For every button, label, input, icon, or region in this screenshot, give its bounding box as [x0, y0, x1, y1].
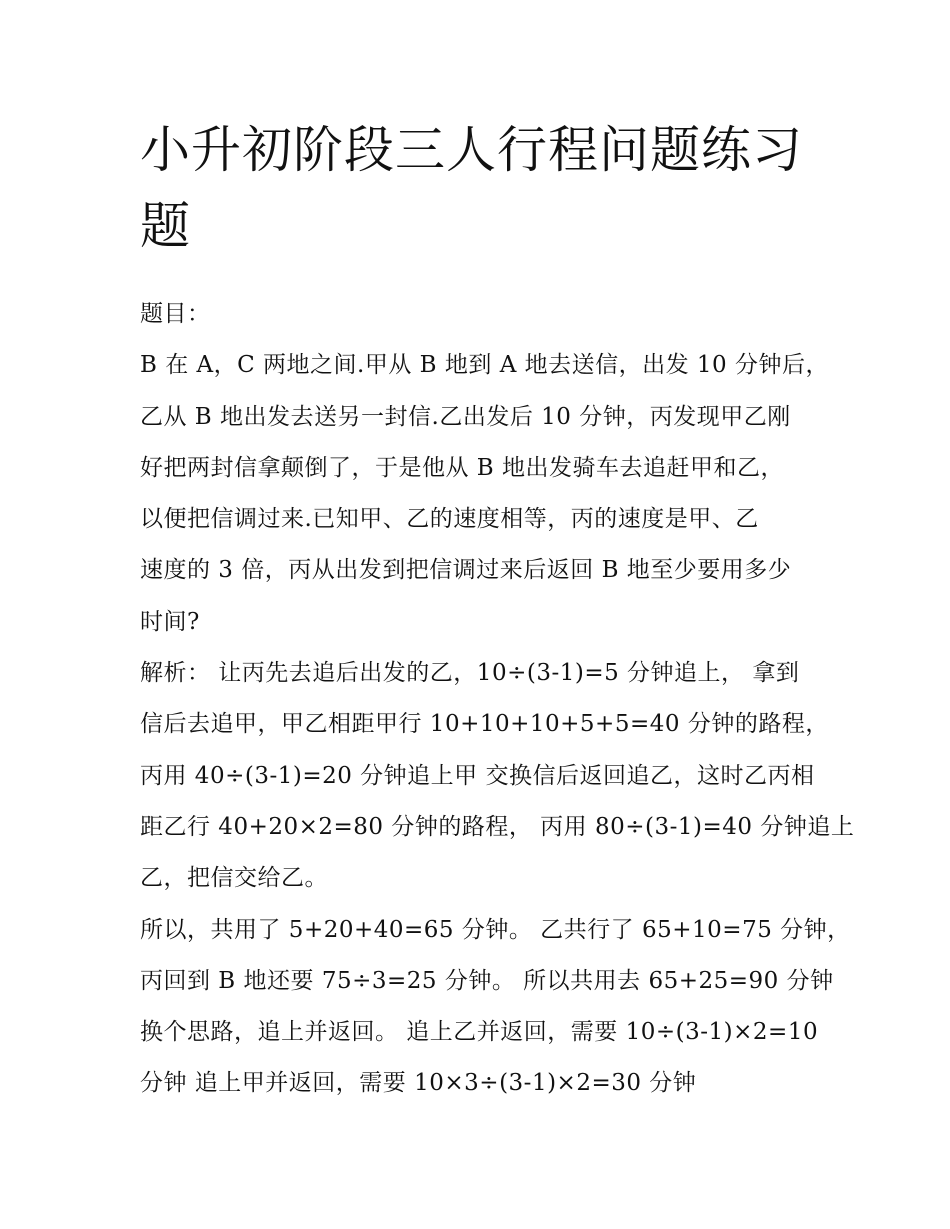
text-line: 换个思路，追上并返回。 追上乙并返回，需要 10÷(3-1)×2=10 — [140, 1019, 819, 1046]
text-line-analysis-start: 解析： 让丙先去追后出发的乙，10÷(3-1)=5 分钟追上， 拿到 — [140, 660, 800, 687]
text-line: 丙用 40÷(3-1)=20 分钟追上甲 交换信后返回追乙，这时乙丙相 — [140, 762, 815, 789]
document-body — [140, 289, 855, 1110]
text-line: 时间? — [140, 608, 200, 635]
text-line: 乙，把信交给乙。 — [140, 865, 328, 892]
text-line: 所以，共用了 5+20+40=65 分钟。 乙共行了 65+10=75 分钟， — [140, 916, 851, 943]
document-title: 小升初阶段三人行程问题练习 题 — [140, 121, 803, 255]
text-line: 以便把信调过来.已知甲、乙的速度相等，丙的速度是甲、乙 — [140, 506, 759, 533]
text-line: 速度的 3 倍，丙从出发到把信调过来后返回 B 地至少要用多少 — [140, 557, 792, 584]
document-page — [140, 112, 855, 1110]
text-line: B 在 A，C 两地之间.甲从 B 地到 A 地去送信，出发 10 分钟后， — [140, 352, 829, 379]
text-line: 分钟 追上甲并返回，需要 10×3÷(3-1)×2=30 分钟 — [140, 1070, 697, 1097]
text-line: 好把两封信拿颠倒了，于是他从 B 地出发骑车去追赶甲和乙， — [140, 454, 785, 481]
text-line: 丙回到 B 地还要 75÷3=25 分钟。 所以共用去 65+25=90 分钟 — [140, 967, 834, 994]
text-line: 距乙行 40+20×2=80 分钟的路程， 丙用 80÷(3-1)=40 分钟追上 — [140, 813, 855, 840]
text-line: 信后去追甲，甲乙相距甲行 10+10+10+5+5=40 分钟的路程， — [140, 711, 829, 738]
text-line: 乙从 B 地出发去送另一封信.乙出发后 10 分钟，丙发现甲乙刚 — [140, 403, 791, 430]
text-line-question-label: 题目： — [140, 301, 211, 327]
